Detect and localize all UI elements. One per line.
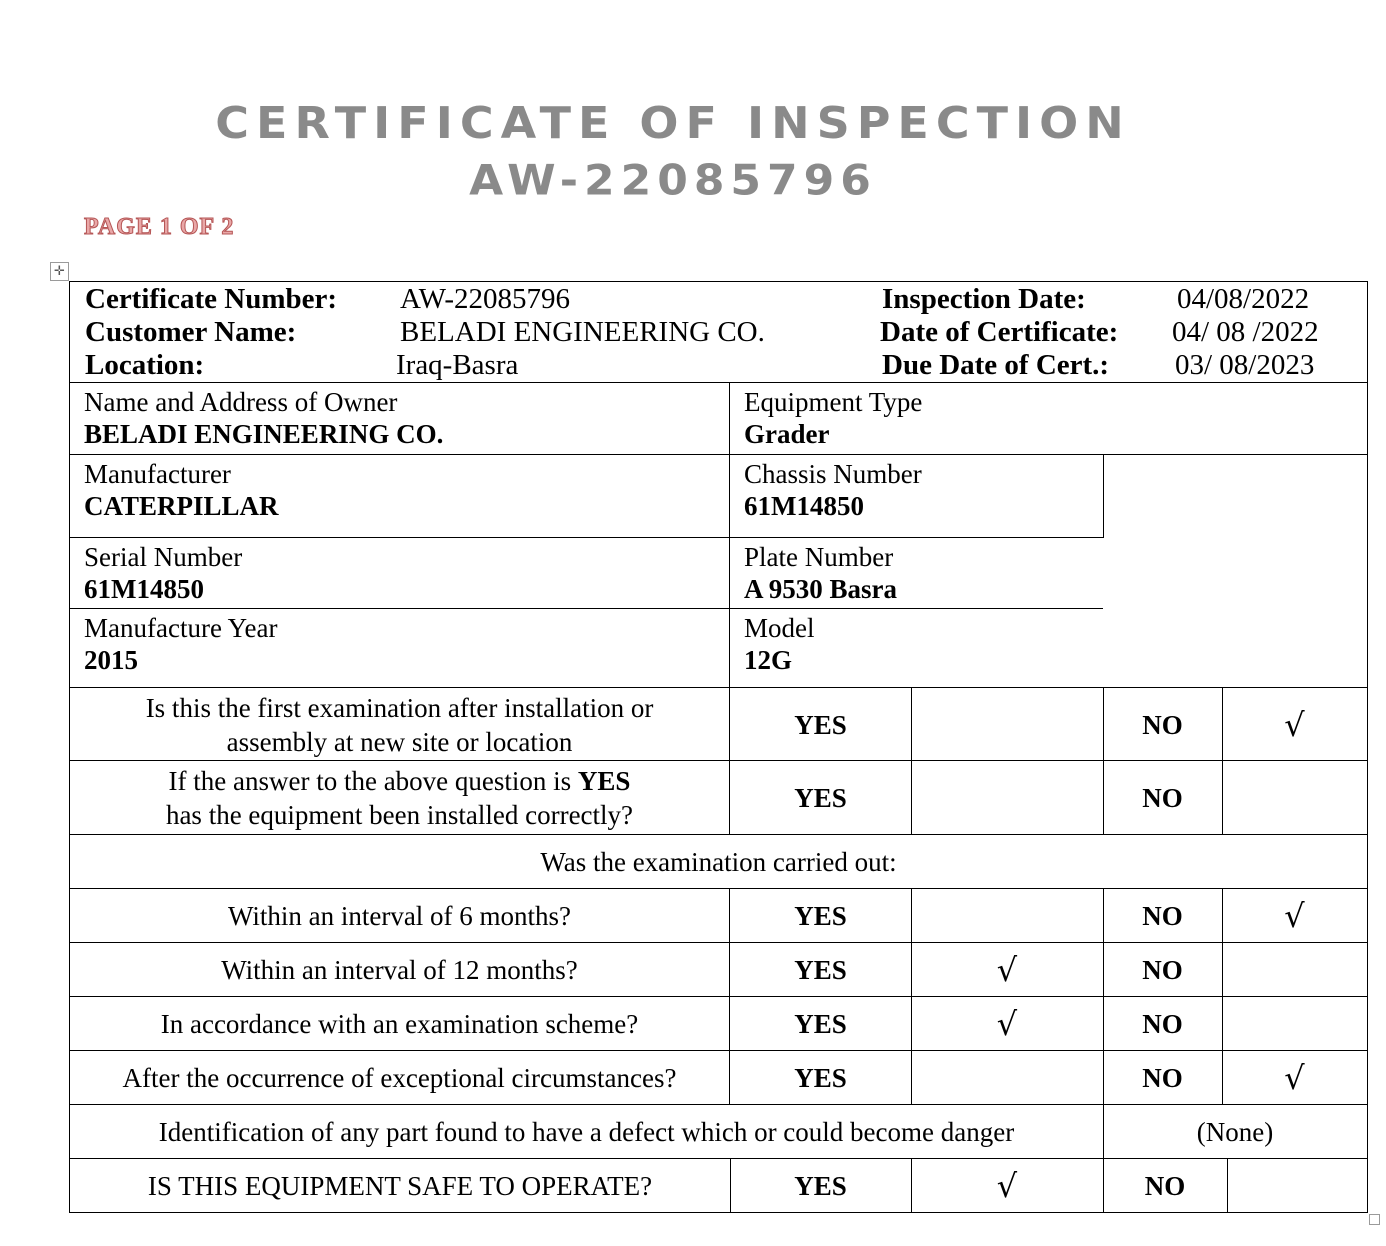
plate-cell [730,537,1103,609]
due-date-label: Due Date of Cert.: [882,349,1110,381]
question-exam-scheme: In accordance with an examination scheme? [69,996,730,1051]
answer-no-label: NO [1103,996,1223,1051]
answer-yes-box [911,687,1104,761]
serial-label: Serial Number [84,542,243,572]
due-date-value: 03/ 08/2023 [1175,349,1315,381]
plate-value: A 9530 Basra [744,574,898,604]
answer-no-label: NO [1103,942,1223,997]
answer-no-check: √ [1222,1050,1368,1105]
certificate-title: CERTIFICATE OF INSPECTION [215,97,1131,149]
equipment-type-value: Grader [744,419,830,449]
manufacturer-cell [69,454,730,538]
certificate-id-title: AW-22085796 [469,156,877,205]
answer-yes-label: YES [730,996,912,1051]
cert-number-label: Certificate Number: [85,283,338,315]
answer-yes-label: YES [730,1158,912,1213]
question-installed-correctly: If the answer to the above question is YES has the equipment been installed correctly? [69,760,730,835]
serial-cell [69,537,730,609]
inspection-date-label: Inspection Date: [882,283,1086,315]
customer-name-label: Customer Name: [85,316,297,348]
cert-number-value: AW-22085796 [400,283,571,315]
serial-value: 61M14850 [84,574,204,604]
answer-yes-label: YES [730,687,912,761]
answer-no-box [1222,942,1368,997]
chassis-label: Chassis Number [744,459,922,489]
year-cell [69,608,730,688]
model-value: 12G [744,645,793,675]
manufacturer-label: Manufacturer [84,459,231,489]
answer-no-box [1222,996,1368,1051]
defect-answer: (None) [1103,1104,1368,1159]
answer-yes-label: YES [730,760,912,835]
section-examination-carried-out: Was the examination carried out: [69,834,1368,889]
answer-yes-label: YES [730,942,912,997]
chassis-value: 61M14850 [744,491,864,521]
answer-yes-box [911,888,1104,943]
equipment-type-cell [730,382,1368,454]
owner-label: Name and Address of Owner [84,387,398,417]
answer-no-label: NO [1103,888,1223,943]
manufacturer-value: CATERPILLAR [84,491,279,521]
answer-no-label: NO [1103,687,1223,761]
answer-yes-box [911,760,1104,835]
answer-no-check: √ [1222,687,1368,761]
answer-yes-check: √ [911,996,1104,1051]
answer-yes-box [911,1050,1104,1105]
answer-yes-label: YES [730,888,912,943]
customer-name-value: BELADI ENGINEERING CO. [400,316,765,348]
question-12-months: Within an interval of 12 months? [69,942,730,997]
chassis-cell [730,454,1104,538]
answer-yes-check: √ [911,1158,1104,1213]
table-resize-handle[interactable] [1369,1214,1380,1225]
defect-identification: Identification of any part found to have a defect which or could become danger [69,1104,1104,1159]
cert-date-label: Date of Certificate: [880,316,1119,348]
answer-no-box [1227,1158,1368,1213]
model-cell [730,608,1103,688]
question-exceptional-circumstances: After the occurrence of exceptional circumstances? [69,1050,730,1105]
answer-no-label: NO [1103,1158,1228,1213]
location-label: Location: [85,349,205,381]
blank-side-cell [1103,454,1368,688]
question-first-exam: Is this the first examination after installation or assembly at new site or location [69,687,730,761]
answer-no-box [1222,760,1368,835]
answer-yes-label: YES [730,1050,912,1105]
owner-cell [69,382,730,454]
location-value: Iraq-Basra [396,349,519,381]
answer-no-check: √ [1222,888,1368,943]
answer-no-label: NO [1103,760,1223,835]
equipment-type-label: Equipment Type [744,387,923,417]
inspection-date-value: 04/08/2022 [1177,283,1310,315]
answer-yes-check: √ [911,942,1104,997]
plate-label: Plate Number [744,542,894,572]
page-indicator: PAGE 1 OF 2 [84,214,235,240]
year-label: Manufacture Year [84,613,278,643]
question-safe-to-operate: IS THIS EQUIPMENT SAFE TO OPERATE? [69,1158,731,1213]
owner-value: BELADI ENGINEERING CO. [84,419,444,449]
model-label: Model [744,613,815,643]
question-6-months: Within an interval of 6 months? [69,888,730,943]
cert-date-value: 04/ 08 /2022 [1172,316,1319,348]
answer-no-label: NO [1103,1050,1223,1105]
year-value: 2015 [84,645,138,675]
table-move-handle-icon[interactable]: ✛ [50,262,69,281]
